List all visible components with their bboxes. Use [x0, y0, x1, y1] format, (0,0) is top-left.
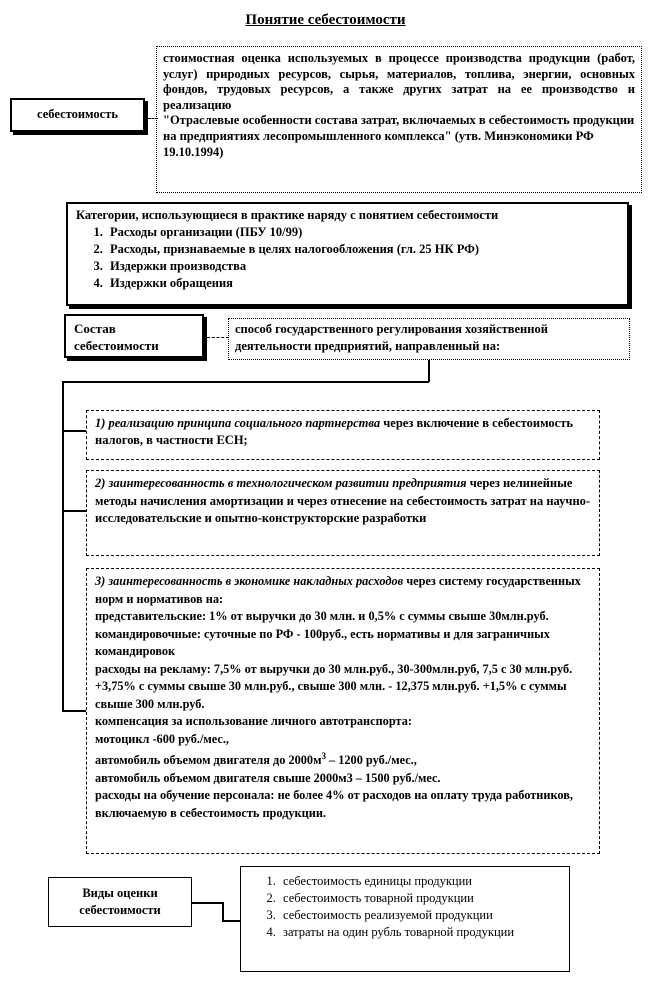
direction-italic: 2) заинтересованность в технологическом развитии предприятия	[95, 476, 467, 490]
overhead-line: расходы на рекламу: 7,5% от выручки до 30 млн.руб., 30-300млн.руб, 7,5 с 30 млн.руб. +3,75% с суммы свыше 30 млн.руб., свыше 300 млн. - 12,375 млн.руб. +1,5% с суммы свыше 300 млн.руб.	[95, 661, 573, 711]
connector-line	[207, 337, 229, 338]
overhead-line: мотоцикл -600 руб./мес.,	[95, 731, 229, 746]
valuation-item: 3. себестоимость реализуемой продукции	[279, 907, 561, 924]
categories-box	[66, 202, 629, 306]
category-item: 3. Издержки производства	[106, 258, 619, 275]
definition-text-box	[156, 46, 642, 193]
definition-source: "Отраслевые особенности состава затрат, включаемых в себестоимость продукции на предприятиях лесопромышленного комплекса" (утв. Минэкономики РФ 19.10.1994)	[163, 113, 635, 159]
page-title: Понятие себестоимости	[245, 12, 406, 28]
tree-connector	[62, 710, 86, 712]
category-item: 2. Расходы, признаваемые в целях налогообложения (гл. 25 НК РФ)	[106, 241, 619, 258]
composition-label-box	[64, 314, 204, 358]
tree-connector	[428, 360, 430, 382]
direction-box-2	[86, 470, 600, 556]
direction-italic: 1) реализацию принципа социального партнерства	[95, 416, 381, 430]
category-item: 1. Расходы организации (ПБУ 10/99)	[106, 224, 619, 241]
tree-connector	[62, 510, 86, 512]
definition-text: стоимостная оценка используемых в процессе производства продукции (работ, услуг) природных ресурсов, сырья, материалов, топлива, энергии, основных фондов, трудовых ресурсов, а также других затрат на ее производство и реализацию	[163, 51, 635, 112]
overhead-line: командировочные: суточные по РФ - 100руб., есть нормативы и для заграничных командировок	[95, 626, 550, 658]
overhead-intro: через систему государственных норм и нормативов на:	[95, 574, 581, 606]
overhead-line: компенсация за использование личного автотранспорта:	[95, 714, 412, 728]
composition-text: способ государственного регулирования хозяйственной деятельности предприятий, направленный на:	[235, 322, 548, 353]
overhead-line: автомобиль объемом двигателя свыше 2000м3 – 1500 руб./мес.	[95, 770, 441, 785]
overhead-line-tail: – 1200 руб./мес.,	[325, 753, 417, 768]
overhead-box	[86, 568, 600, 854]
bracket-connector	[192, 902, 222, 904]
direction-text: через включение в себестоимость налогов, в частности ЕСН;	[95, 416, 573, 447]
valuation-label-box	[48, 877, 192, 927]
definition-label: себестоимость	[37, 107, 118, 122]
tree-connector	[62, 381, 429, 383]
valuation-label: Виды оценки себестоимости	[79, 886, 161, 917]
overhead-line: представительские: 1% от выручки до 30 млн. и 0,5% с суммы свыше 30млн.руб.	[95, 609, 549, 623]
composition-text-box	[228, 318, 630, 360]
valuation-item: 4. затраты на один рубль товарной продукции	[279, 924, 561, 941]
definition-label-box	[10, 98, 145, 132]
valuation-list-box	[240, 866, 570, 972]
overhead-line: расходы на обучение персонала: не более 4% от расходов на оплату труда работников, включаемую в себестоимость продукции.	[95, 788, 573, 820]
valuation-item: 2. себестоимость товарной продукции	[279, 890, 561, 907]
overhead-italic: 3) заинтересованность в экономике накладных расходов	[95, 574, 404, 588]
category-item: 4. Издержки обращения	[106, 275, 619, 292]
direction-text: через нелинейные методы начисления амортизации и через отнесение на себестоимость затрат на научно-исследовательские и опытно-конструкторские разработки	[95, 476, 591, 525]
direction-box-1	[86, 410, 600, 460]
superscript: 3	[321, 751, 326, 761]
categories-heading: Категории, использующиеся в практике наряду с понятием себестоимости	[76, 208, 499, 222]
bracket-connector	[222, 920, 240, 922]
tree-connector	[62, 430, 86, 432]
valuation-item: 1. себестоимость единицы продукции	[279, 873, 561, 890]
overhead-line: автомобиль объемом двигателя до 2000м	[95, 753, 322, 768]
bracket-connector	[222, 902, 224, 920]
composition-label: Состав себестоимости	[74, 321, 159, 353]
